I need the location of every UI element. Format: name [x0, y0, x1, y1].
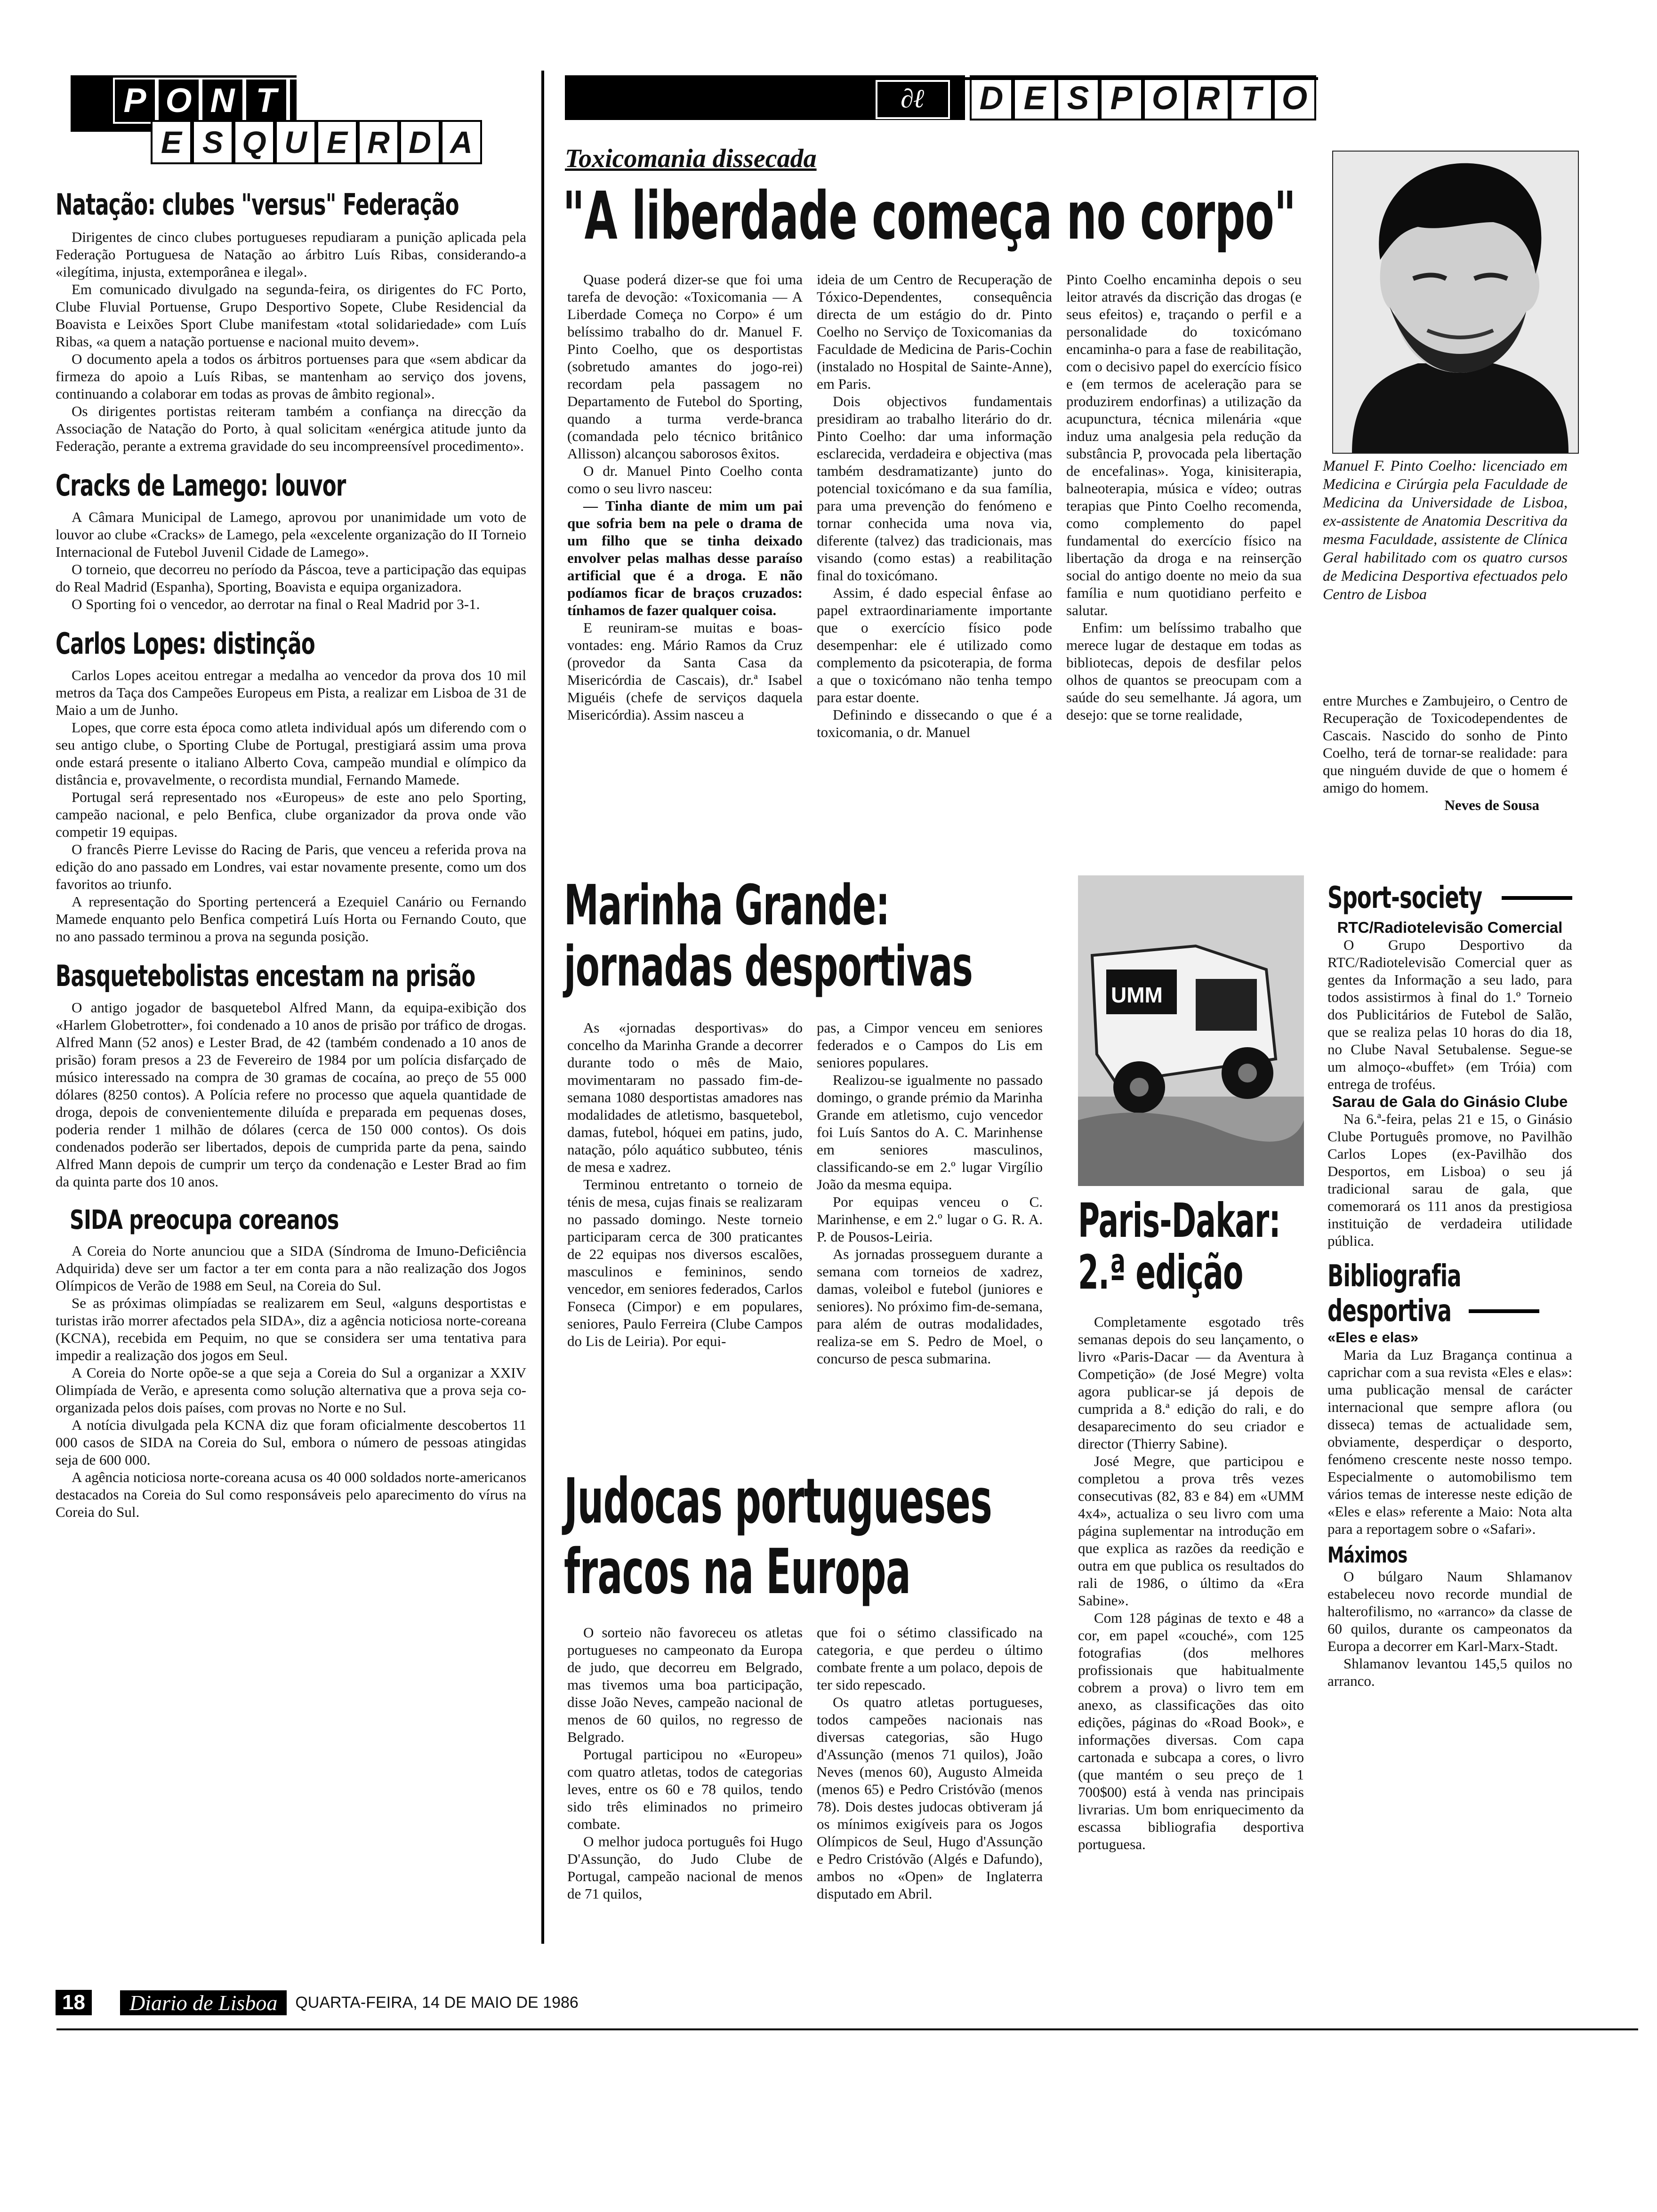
- natacao-headline: Natação: clubes "versus" Federação: [56, 187, 459, 222]
- lopes-p4: O francês Pierre Levisse do Racing de Paris, que venceu a referida prova na edição do ano passado em Londres, vai estar novamente presente, como um dos favoritos ao triunfo.: [56, 841, 526, 892]
- sida-p5: A agência noticiosa norte-coreana acusa os 40 000 soldados norte-americanos destacados na Coreia do Sul como responsáveis pelo aparecimento do vírus na Coreia do Sul.: [56, 1469, 526, 1520]
- natacao-p2: Em comunicado divulgado na segunda-feira, os dirigentes do FC Porto, Clube Fluvial Portuense, Grupo Desportivo Sopete, Clube Residencial da Boavista e Leixões Sport Clube manifestam «total solidariedade» com Luís Ribas, «a quem a natação portuense e nacional muito devem».: [56, 281, 526, 350]
- page-footer: [56, 1984, 809, 2021]
- maximos-p2: Shlamanov levantou 145,5 quilos no arranco.: [1327, 1655, 1572, 1689]
- sport-society-title: Sport-society: [1327, 881, 1482, 915]
- main-headline: "A liberdade começa no corpo": [563, 178, 1296, 255]
- judocas-headline-2: fracos na Europa: [564, 1536, 911, 1608]
- main-c1-p1: Quase poderá dizer-se que foi uma tarefa de devoção: «Toxicomania — A Liberdade Começa no Corpo» é um belíssimo trabalho do dr. Manuel F. Pinto Coelho, que os desportistas (sobretudo amantes do jogo-rei) recordam pela passagem no Departamento de Futebol do Sporting, quando a turma verde-branca (comandada pelo técnico britânico Allisson) alcançou saborosos êxitos.: [567, 271, 803, 462]
- lamego-p1: A Câmara Municipal de Lamego, aprovou por unanimidade um voto de louvor ao clube «Cracks» de Lamego, pela «excelente organização do II Torneio Internacional de Futebol Juvenil Cidade de Lamego».: [56, 509, 526, 560]
- desporto-section-header: [565, 75, 1318, 122]
- main-c2-p4: Definindo e dissecando o que é a toxicomania, o dr. Manuel: [817, 706, 1052, 740]
- main-c1-p2: O dr. Manuel Pinto Coelho conta como o seu livro nasceu:: [567, 463, 803, 497]
- sarau-paragraph: Na 6.ª-feira, pelas 21 e 15, o Ginásio Clube Português promove, no Pavilhão Carlos Lopes (ex-Pavilhão dos Desportos, em Lisboa) o seu já tradicional sarau de gala, que comemorará os 111 anos da prestigiosa instituição de verdadeira utilidade pública.: [1327, 1111, 1572, 1249]
- lopes-headline: Carlos Lopes: distinção: [56, 626, 315, 661]
- marinha-headline-2: jornadas desportivas: [564, 934, 973, 999]
- portrait-caption: Manuel F. Pinto Coelho: licenciado em Medicina e Cirúrgia pela Faculdade de Medicina da Universidade de Lisboa, ex-assistente de Anatomia Descritiva da mesma Faculdade, assistente de Clínica Geral habilitado com os quatro cursos de Medicina Desportiva efectuados pelo Centro de Lisboa: [1323, 457, 1568, 602]
- basket-headline: Basquetebolistas encestam na prisão: [56, 959, 475, 993]
- left-column: [56, 186, 526, 1521]
- paris-col: [1078, 1313, 1304, 1853]
- judocas-c2-p1: que foi o sétimo classificado na categoria, e que perdeu o último combate frente a um polaco, depois de ter sido repescado.: [817, 1624, 1043, 1693]
- ponta-esquerda-logo: [71, 66, 513, 184]
- dl-logo-icon: ∂ℓ: [876, 80, 950, 119]
- marinha-c2-p3: Por equipas venceu o C. Marinhense, e em 2.º lugar o G. R. A. P. de Pousos-Leiria.: [817, 1194, 1043, 1245]
- marinha-c1-p1: As «jornadas desportivas» do concelho da Marinha Grande a decorrer durante todo o mês de Maio, movimentaram no passado fim-de-semana 1080 desportistas amadores nas modalidades de atletismo, basquetebol, damas, futebol, hóquei em patins, judo, natação, pólo aquático subbuteo, ténis de mesa e xadrez.: [567, 1019, 803, 1175]
- left-column-divider: [541, 71, 544, 1944]
- sport-society-rule: [1502, 896, 1572, 900]
- marinha-col-1: [567, 1019, 803, 1350]
- judocas-c1-p3: O melhor judoca português foi Hugo D'Assunção, do Judo Clube de Portugal, campeão nacional de menos de 71 quilos,: [567, 1833, 803, 1902]
- natacao-p1: Dirigentes de cinco clubes portugueses repudiaram a punição aplicada pela Federação Portuguesa de Natação ao árbitro Luís Ribas, considerando-a «ilegítima, injusta, extemporânea e ilegal».: [56, 229, 526, 280]
- marinha-c2-p2: Realizou-se igualmente no passado domingo, o grande prémio da Marinha Grande em atletismo, cujo vencedor foi Luís Santos do A. C. Marinhense em seniores masculinos, classificando-se em 2.º lugar Virgílio João da mesma equipa.: [817, 1072, 1043, 1193]
- bibliografia-title-2: desportiva: [1327, 1294, 1452, 1329]
- main-c1-p3: E reuniram-se muitas e boas-vontades: eng. Mário Ramos da Cruz (provedor da Santa Casa da Misericórdia de Cascais), dr.ª Isabel Miguéis (chefe de serviços daquela Misericórdia). Assim nasceu a: [567, 619, 803, 723]
- eles-elas-subhead: «Eles e elas»: [1327, 1329, 1419, 1346]
- main-c1-quote: — Tinha diante de mim um pai que sofria bem na pele o drama de um filho que se tinha deixado envolver pelas malhas desse paraíso artificial que é a droga. E não podíamos ficar de braços cruzados: tínhamos de fazer qualquer coisa.: [567, 497, 803, 618]
- sida-p2: Se as próximas olimpíadas se realizarem em Seul, «alguns desportistas e turistas irão morrer afectados pela SIDA», diz a agência noticiosa norte-coreana (KCNA), recebida em Pequim, no que se considera ser uma tentativa para impedir a realização dos jogos em Seul.: [56, 1295, 526, 1363]
- paris-p2: José Megre, que participou e completou a prova três vezes consecutivas (82, 83 e 84) em «UMM 4x4», actualiza o seu livro com uma página suplementar na introdução em que explica as razões da reedição e outra em que publica os resultados do rali de 1986, o último da «Era Sabine».: [1078, 1453, 1304, 1609]
- lopes-p2: Lopes, que corre esta época como atleta individual após um diferendo com o seu antigo clube, o Sporting Clube de Portugal, prestigiará assim uma prova onde estará presente o italiano Alberto Cova, campeão mundial e olímpico da distância e, provavelmente, o recordista mundial, Fernando Mamede.: [56, 719, 526, 788]
- sida-p3: A Coreia do Norte opõe-se a que seja a Coreia do Sul a organizar a XXIV Olimpíada de Verão, e apresenta como solução alternativa que a prova seja co-organizada pelos dois países, com provas no Norte e no Sul.: [56, 1364, 526, 1416]
- lopes-p3: Portugal será representado nos «Europeus» de este ano pelo Sporting, campeão nacional, e pelo Benfica, clube organizador da prova onde vão competir 19 equipas.: [56, 789, 526, 840]
- main-col-4: [1323, 692, 1568, 814]
- esquerda-word: E S Q U E R D A: [151, 120, 482, 164]
- lopes-p1: Carlos Lopes aceitou entregar a medalha ao vencedor da prova dos 10 mil metros da Taça dos Campeões Europeus em Pista, a realizar em Lisboa de 31 de Maio a um de Junho.: [56, 667, 526, 718]
- judocas-headline-1: Judocas portugueses: [564, 1465, 992, 1538]
- marinha-headline-1: Marinha Grande:: [564, 873, 890, 938]
- paris-dakar-photo: [1078, 875, 1304, 1186]
- judocas-c2-p2: Os quatro atletas portugueses, todos campeões nacionais nas diversas categorias, são Hugo d'Assunção (menos 71 quilos), João Neves (menos 60), Augusto Almeida (menos 65) e Pedro Cristóvão (menos 78). Dois destes judocas obtiveram já os mínimos exigíveis para os Jogos Olímpicos de Seul, Hugo d'Assunção e Pedro Cristóvão (Algés e Dafundo), ambos no «Open» de Inglaterra disputado em Abril.: [817, 1694, 1043, 1902]
- basket-p1: O antigo jogador de basquetebol Alfred Mann, da equipa-exibição dos «Harlem Globetrotter», foi condenado a 10 anos de prisão por tráfico de drogas. Alfred Mann (52 anos) e Lester Brad, de 42 (também condenado a 10 anos de prisão) foram presos a 23 de Fevereiro de 1984 por um polícia disfarçado de músico interessado na compra de 30 gramas de cocaína, ao preço de 55 000 dólares (8250 contos). A Polícia refere no processo que aquela quantidade de droga, depois de convenientemente diluída e preparada em pequenas doses, poderia render 1 milhão de dólares (cerca de 150 000 contos). Os dois condenados poderão ser libertados, depois de cumprida parte da pena, saindo Alfred Mann depois de cumprir um terço da condenação e Lester Brad ao fim da quinta parte dos 10 anos.: [56, 999, 526, 1190]
- footer-rule: [56, 2028, 1638, 2030]
- main-kicker: Toxicomania dissecada: [565, 144, 817, 173]
- maximos-p1: O búlgaro Naum Shlamanov estabeleceu novo recorde mundial de halterofilismo, no «arranco» da classe de 60 quilos, durante os campeonatos da Europa a decorrer em Karl-Marx-Stadt.: [1327, 1568, 1572, 1654]
- svg-text:UMM: UMM: [1111, 983, 1163, 1007]
- marinha-c2-p4: As jornadas prosseguem durante a semana com torneios de xadrez, damas, voleibol e futebol (juniores e seniores). No próximo fim-de-semana, para além de outras modalidades, realiza-se em S. Pedro de Moel, o concurso de pesca submarina.: [817, 1246, 1043, 1367]
- main-byline: Neves de Sousa: [1444, 797, 1539, 813]
- eles-elas-paragraph: Maria da Luz Bragança continua a caprichar com a sua revista «Eles e elas»: uma publicação mensal de carácter internacional que sempre aflora (ou disseca) temas de actualidade sem, obviamente, desperdiçar o desporto, fenómeno crescente neste nosso tempo. Especialmente o automobilismo tem vários temas de interesse neste edição de «Eles e elas» referente a Maio: Nota alta para a reportagem sobre o «Safari».: [1327, 1346, 1572, 1537]
- natacao-p3: O documento apela a todos os árbitros portuenses para que «sem abdicar da firmeza do apoio a Luís Ribas, se mantenham ao serviço dos jovens, continuando a colaborar em todas as provas de âmbito regional».: [56, 351, 526, 402]
- bibliografia-rule: [1469, 1309, 1539, 1313]
- paris-headline-1: Paris-Dakar:: [1078, 1193, 1281, 1248]
- judocas-col-2: [817, 1624, 1043, 1902]
- main-c3-p2: Enfim: um belíssimo trabalho que merece lugar de destaque em todas as bibliotecas, depois de desfilar pelos olhos de quantos se preocupam com a saúde do seu semelhante. Já agora, um desejo: que se torne realidade,: [1066, 619, 1302, 723]
- desporto-word: D E S P O R T O: [970, 75, 1316, 120]
- paris-p3: Com 128 páginas de texto e 48 a cor, em papel «couché», com 125 fotografias (dos melhores profissionais que habitualmente cobrem a prova) o livro tem em anexo, as classificações das oito edições, páginas do «Road Book», e informações diversas. Com capa cartonada e subcapa a cores, o livro (que mantém o seu preço de 1 700$00) está à venda nas principais livrarias. Um bom enriquecimento da escassa bibliografia desportiva portuguesa.: [1078, 1610, 1304, 1852]
- judocas-c1-p1: O sorteio não favoreceu os atletas portugueses no campeonato da Europa de judo, que decorreu em Belgrado, mas tivemos uma boa participação, disse João Neves, campeão nacional de menos de 60 quilos, no regresso de Belgrado.: [567, 1624, 803, 1745]
- maximos-title: Máximos: [1327, 1542, 1408, 1568]
- judocas-c1-p2: Portugal participou no «Europeu» com quatro atletas, todos de categorias leves, entre os 60 e 78 quilos, tendo sido três eliminados no primeiro combate.: [567, 1746, 803, 1832]
- judocas-col-1: [567, 1624, 803, 1902]
- lamego-p3: O Sporting foi o vencedor, ao derrotar na final o Real Madrid por 3-1.: [72, 596, 480, 612]
- main-c2-p3: Assim, é dado especial ênfase ao papel extraordinariamente importante que o exercício físico pode desempenhar: ele é utilizado como complemento da psicoterapia, de forma a que o toxicómano não tenha tempo para estar doente.: [817, 585, 1052, 705]
- issue-date: QUARTA-FEIRA, 14 DE MAIO DE 1986: [295, 1993, 579, 2012]
- lamego-p2: O torneio, que decorreu no período da Páscoa, teve a participação das equipas do Real Madrid (Espanha), Sporting, Boavista e equipa organizadora.: [56, 561, 526, 595]
- bibliografia-title-1: Bibliografia: [1327, 1259, 1461, 1294]
- marinha-col-2: [817, 1019, 1043, 1367]
- main-c4-p1: entre Murches e Zambujeiro, o Centro de Recuperação de Toxicodependentes de Cascais. Nascido do sonho de Pinto Coelho, terá de tornar-se realidade: para que ninguém duvide de que o homem é amigo do homem.: [1323, 692, 1568, 796]
- sida-p4: A notícia divulgada pela KCNA diz que foram oficialmente descobertos 11 000 casos de SIDA na Coreia do Sul, embora o número de pessoas atingidas seja de 600 000.: [56, 1417, 526, 1468]
- main-c3-p1: Pinto Coelho encaminha depois o seu leitor através da discrição das drogas (e seus efeitos) e, traçando o perfil e a personalidade do toxicómano encaminha-o para a fase de reabilitação, com o decisivo papel do exercício físico e (em termos de aceleração para se produzirem endorfinas) a utilização da acupunctura, técnica milenária «que induz uma analgesia pela redução da substância P, provocada pela libertação de encefalinas». Yoga, kinisiterapia, balneoterapia, música e vídeo; outras terapias que Pinto Coelho recomenda, como complemento do papel fundamental do exercício físico na libertação da droga e na reinserção social do antigo doente no meio da sua família e num quotidiano perfeito e salutar.: [1066, 271, 1302, 618]
- paris-p1: Completamente esgotado três semanas depois do seu lançamento, o livro «Paris-Dacar — da Aventura à Competição» (de José Megre) volta agora publicar-se já depois de cumprida a 8.ª edição do rali, e do desaparecimento do seu criador e director (Thierry Sabine).: [1078, 1314, 1304, 1452]
- main-c2-p2: Dois objectivos fundamentais presidiram ao trabalho literário do dr. Pinto Coelho: dar uma informação esclarecida, verdadeira e objectiva (mas também desdramatizante) junto do potencial toxicómano e da sua família, para uma prevenção do fenómeno e tornar conhecida uma nova via, diferente (talvez) das tradicionais, mas visando (como estas) a reabilitação final do toxicómano.: [817, 393, 1052, 584]
- rtc-paragraph: O Grupo Desportivo da RTC/Radiotelevisão Comercial quer as gentes da Informação a seu lado, para todos assistirmos à final do 1.º Torneio dos Publicitários de Futebol de Salão, que se realiza pelas 10 horas do dia 18, no Clube Naval Setubalense. Segue-se um almoço-«buffet» (em Tróia) com entrega de troféus.: [1327, 937, 1572, 1092]
- sport-society-column: [1327, 880, 1572, 1690]
- natacao-p4: Os dirigentes portistas reiteram também a confiança na direcção da Associação de Natação do Porto, à qual solicitam «enérgica atitude junto da Federação, perante a extrema gravidade do seu incompreensível procedimento».: [56, 403, 526, 454]
- sida-headline: SIDA preocupa coreanos: [70, 1205, 339, 1235]
- sarau-subhead: Sarau de Gala do Ginásio Clube: [1332, 1093, 1568, 1110]
- masthead-logo: Diario de Lisboa: [120, 1990, 287, 2015]
- main-c2-p1: ideia de um Centro de Recuperação de Tóxico-Dependentes, consequência directa de um estágio do dr. Pinto Coelho no Serviço de Toxicomanias da Faculdade de Medicina de Paris-Cochin (instalado no Hospital de Sainte-Anne), em Paris.: [817, 271, 1052, 392]
- main-col-1: [567, 271, 803, 723]
- lopes-p5: A representação do Sporting pertencerá a Ezequiel Canário ou Fernando Mamede enquanto pelo Benfica competirá Luís Horta ou Fernando Couto, que no ano passado terminou a prova na segunda posição.: [56, 893, 526, 945]
- lamego-headline: Cracks de Lamego: louvor: [56, 468, 346, 503]
- portrait-photo: [1332, 151, 1579, 454]
- main-col-2: [817, 271, 1052, 741]
- ponta-word: P O N T A: [113, 78, 332, 124]
- rtc-subhead: RTC/Radiotelevisão Comercial: [1337, 919, 1563, 936]
- marinha-c2-p1: pas, a Cimpor venceu em seniores federados e o Campos do Lis em seniores populares.: [817, 1019, 1043, 1071]
- main-col-3: [1066, 271, 1302, 723]
- paris-headline-2: 2.ª edição: [1078, 1245, 1243, 1300]
- page-number: 18: [56, 1990, 92, 2015]
- marinha-c1-p2: Terminou entretanto o torneio de ténis de mesa, cujas finais se realizaram no passado domingo. Neste torneio participaram cerca de 300 praticantes de 22 equipas nos diversos escalões, masculinos e femininos, sendo vencedor, em seniores federados, Carlos Fonseca (Cimpor) e em populares, seniores, Paulo Ferreira (Clube Campos do Lis de Leiria). Por equi-: [567, 1176, 803, 1349]
- sida-p1: A Coreia do Norte anunciou que a SIDA (Síndroma de Imuno-Deficiência Adquirida) deve ser um factor a ter em conta para a não realização dos Jogos Olímpicos de Verão de 1988 em Seul, na Coreia do Sul.: [56, 1242, 526, 1294]
